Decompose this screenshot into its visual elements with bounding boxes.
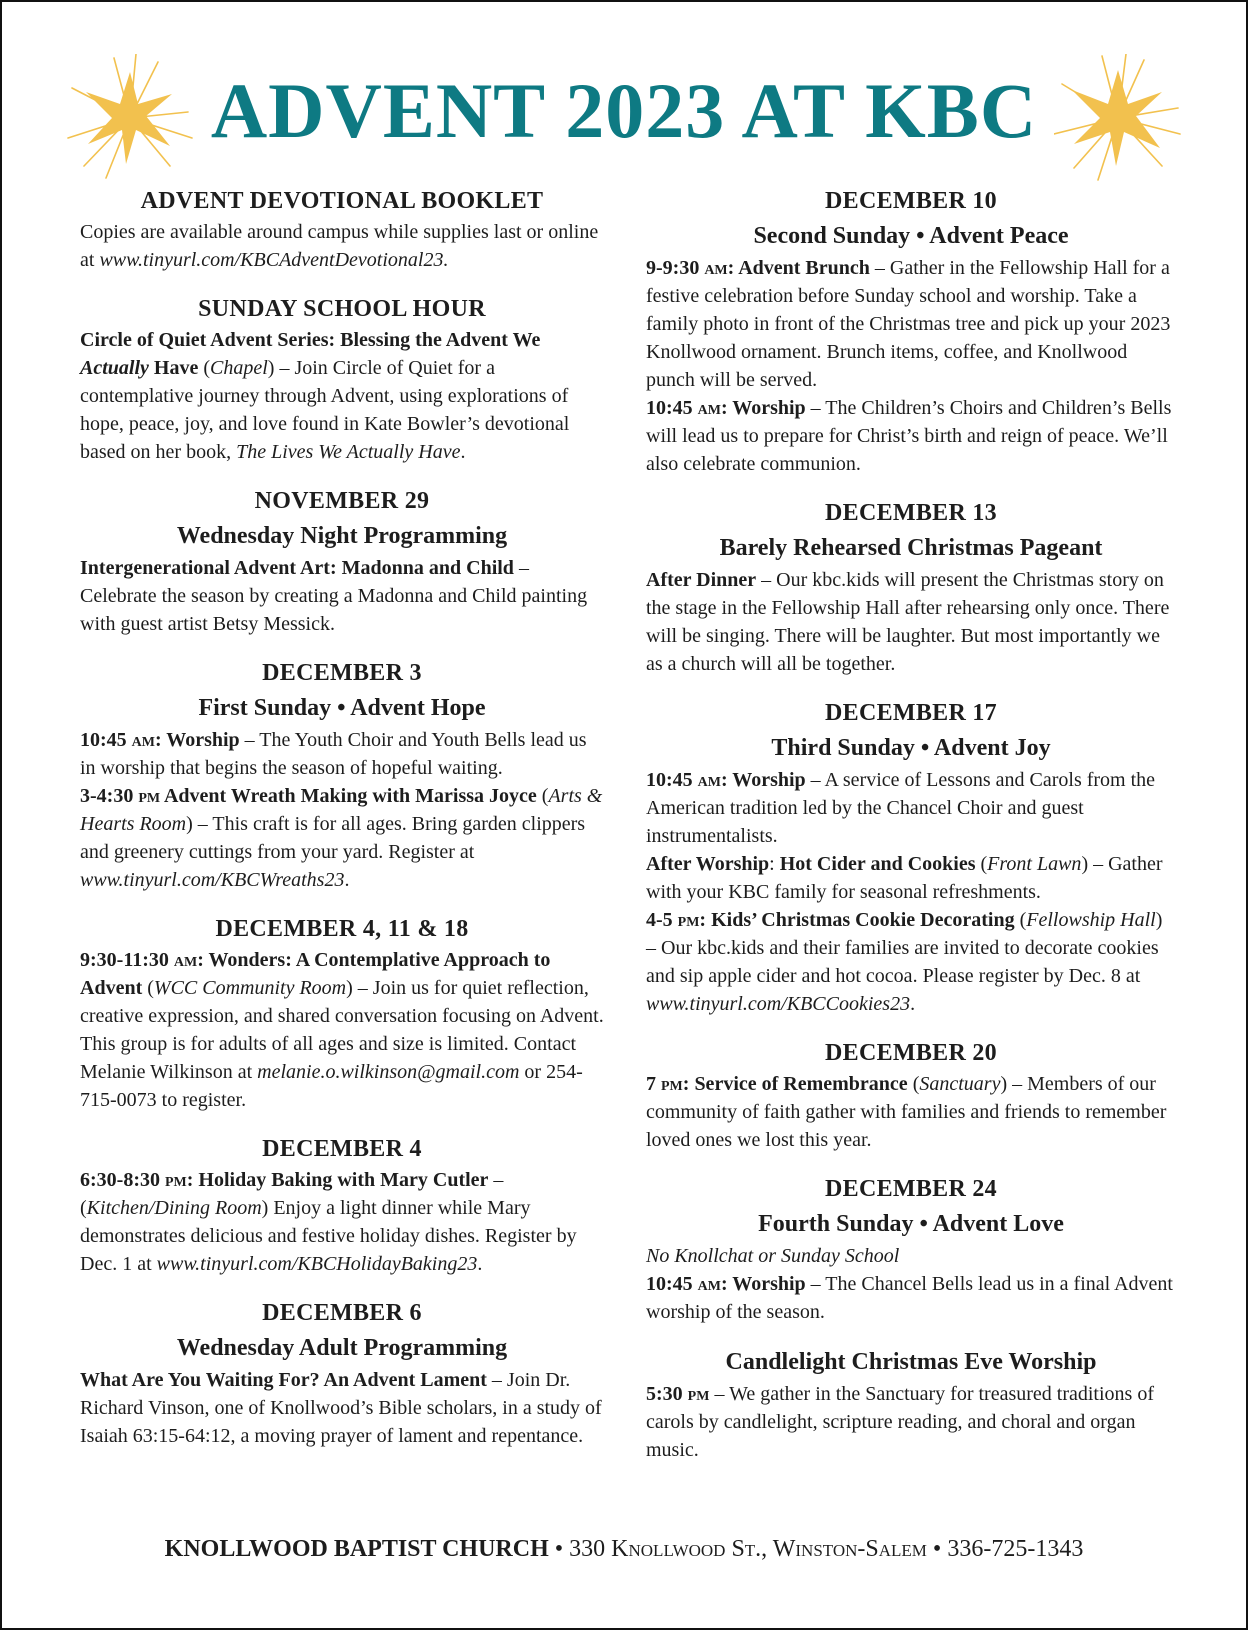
december-4-section xyxy=(80,1132,604,1278)
page-title: ADVENT 2023 AT KBC xyxy=(210,67,1038,154)
right-column xyxy=(646,184,1176,1464)
section-subheading: First Sunday • Advent Hope xyxy=(198,695,486,721)
candlelight-section xyxy=(646,1344,1176,1464)
section-text: What Are You Waiting For? An Advent Lament – Join Dr. Richard Vinson, one of Knollwood’s Bible scholars, in a study of Isaiah 63:15-64:12, a moving prayer of lament and repentance. xyxy=(80,1369,602,1447)
section-subheading: Fourth Sunday • Advent Love xyxy=(758,1211,1064,1237)
december-20-section xyxy=(646,1036,1176,1154)
december-4-11-18-section xyxy=(80,912,604,1114)
section-text: 6:30-8:30 pm: Holiday Baking with Mary Cutler – (Kitchen/Dining Room) Enjoy a light dinner while Mary demonstrates delicious and festive holiday dishes. Register by Dec. 1 at www.tinyurl.com/KBCHolidayBaking23. xyxy=(80,1169,577,1275)
section-note: No Knollchat or Sunday School xyxy=(646,1245,900,1267)
section-subheading: Second Sunday • Advent Peace xyxy=(753,223,1069,249)
section-heading: DECEMBER 24 xyxy=(825,1176,997,1202)
footer: KNOLLWOOD BAPTIST CHURCH • 330 Knollwood St., Winston-Salem • 336-725-1343 xyxy=(164,1536,1084,1562)
december-3-section xyxy=(80,656,604,894)
december-10-section xyxy=(646,184,1176,478)
december-13-section xyxy=(646,496,1176,678)
section-text: 7 pm: Service of Remembrance (Sanctuary) – Members of our community of faith gather with families and friends to remember loved ones we lost this year. xyxy=(646,1073,1167,1151)
section-text: Copies are available around campus while supplies last or online at www.tinyurl.com/KBCAdventDevotional23. xyxy=(80,221,599,271)
section-subheading: Barely Rehearsed Christmas Pageant xyxy=(719,535,1103,561)
wreaths-link[interactable]: www.tinyurl.com/KBCWreaths23 xyxy=(80,869,345,891)
holiday-baking-link[interactable]: www.tinyurl.com/KBCHolidayBaking23 xyxy=(156,1253,478,1275)
section-text: After Dinner – Our kbc.kids will present the Christmas story on the stage in the Fellowship Hall after rehearsing only once. There will be singing. There will be laughter. But most importantly we as a church will all be together. xyxy=(646,569,1170,675)
section-heading: DECEMBER 3 xyxy=(262,660,422,686)
section-subheading: Wednesday Night Programming xyxy=(176,523,508,549)
section-heading: ADVENT DEVOTIONAL BOOKLET xyxy=(140,188,544,214)
section-heading: SUNDAY SCHOOL HOUR xyxy=(198,296,486,322)
section-heading: DECEMBER 20 xyxy=(825,1040,997,1066)
sunday-school-section xyxy=(80,292,604,466)
event-advent-brunch: 9-9:30 am: Advent Brunch – Gather in the Fellowship Hall for a festive celebration before Sunday school and worship. Take a family photo in front of the Christmas tree and pick up your 2023 Knollwood ornament. Brunch items, coffee, and Knollwood punch will be served. xyxy=(646,257,1171,391)
section-heading: DECEMBER 17 xyxy=(825,700,997,726)
event-worship: 10:45 am: Worship – The Chancel Bells lead us in a final Advent worship of the season. xyxy=(646,1273,1173,1323)
section-text: Circle of Quiet Advent Series: Blessing the Advent We Actually Have (Chapel) – Join Circle of Quiet for a contemplative journey through Advent, using explorations of hope, peace, joy, and love found in Kate Bowler’s devotional based on her book, The Lives We Actually Have. xyxy=(80,329,570,463)
left-column xyxy=(80,184,604,1450)
event-worship: 10:45 am: Worship – A service of Lessons and Carols from the American tradition led by the Chancel Choir and guest instrumentalists. xyxy=(646,769,1156,847)
event-worship: 10:45 am: Worship – The Youth Choir and Youth Bells lead us in worship that begins the season of hopeful waiting. xyxy=(80,729,587,779)
event-hot-cider: After Worship: Hot Cider and Cookies (Front Lawn) – Gather with your KBC family for seasonal refreshments. xyxy=(646,853,1163,903)
november-29-section xyxy=(80,484,604,638)
church-phone: 336-725-1343 xyxy=(947,1536,1084,1562)
event-wreath-making: 3-4:30 pm Advent Wreath Making with Marissa Joyce (Arts & Hearts Room) – This craft is for all ages. Bring garden clippers and greenery cuttings from your yard. Register at www.tinyurl.com/KBCWreaths23. xyxy=(80,785,603,891)
section-heading: DECEMBER 4, 11 & 18 xyxy=(215,916,469,942)
church-name: KNOLLWOOD BAPTIST CHURCH xyxy=(164,1536,549,1562)
section-heading: DECEMBER 10 xyxy=(825,188,997,214)
section-heading: DECEMBER 13 xyxy=(825,500,997,526)
event-cookie-decorating: 4-5 pm: Kids’ Christmas Cookie Decorating (Fellowship Hall) – Our kbc.kids and their families are invited to decorate cookies and sip apple cider and hot cocoa. Please register by Dec. 8 at www.tinyurl.com/KBCCookies23. xyxy=(646,909,1163,1015)
section-subheading: Wednesday Adult Programming xyxy=(176,1335,508,1361)
section-text: 5:30 pm – We gather in the Sanctuary for treasured traditions of carols by candlelight, scripture reading, and choral and organ music. xyxy=(646,1383,1154,1461)
section-heading: NOVEMBER 29 xyxy=(254,488,430,514)
section-subheading: Candlelight Christmas Eve Worship xyxy=(725,1349,1097,1375)
section-heading: DECEMBER 4 xyxy=(262,1136,422,1162)
church-address: 330 Knollwood St., Winston-Salem xyxy=(569,1536,927,1562)
section-text: Intergenerational Advent Art: Madonna and Child – Celebrate the season by creating a Madonna and Child painting with guest artist Betsy Messick. xyxy=(80,557,588,635)
devotional-link[interactable]: www.tinyurl.com/KBCAdventDevotional23. xyxy=(99,249,449,271)
section-heading: DECEMBER 6 xyxy=(262,1300,422,1326)
contact-email-link[interactable]: melanie.o.wilkinson@gmail.com xyxy=(257,1061,520,1083)
december-17-section xyxy=(646,696,1176,1018)
cookies-link[interactable]: www.tinyurl.com/KBCCookies23 xyxy=(646,993,911,1015)
december-6-section xyxy=(80,1296,604,1450)
december-24-section xyxy=(646,1172,1176,1326)
devotional-booklet-section xyxy=(80,184,604,274)
section-text: 9:30-11:30 am: Wonders: A Contemplative Approach to Advent (WCC Community Room) – Join us for quiet reflection, creative expression, and shared conversation focusing on Advent. This group is for adults of all ages and size is limited. Contact Melanie Wilkinson at melanie.o.wilkinson@gmail.com or 254-715-0073 to register. xyxy=(80,949,604,1111)
event-worship: 10:45 am: Worship – The Children’s Choirs and Children’s Bells will lead us to prepare for Christ’s birth and reign of peace. We’ll also celebrate communion. xyxy=(646,397,1172,475)
section-subheading: Third Sunday • Advent Joy xyxy=(771,735,1051,761)
